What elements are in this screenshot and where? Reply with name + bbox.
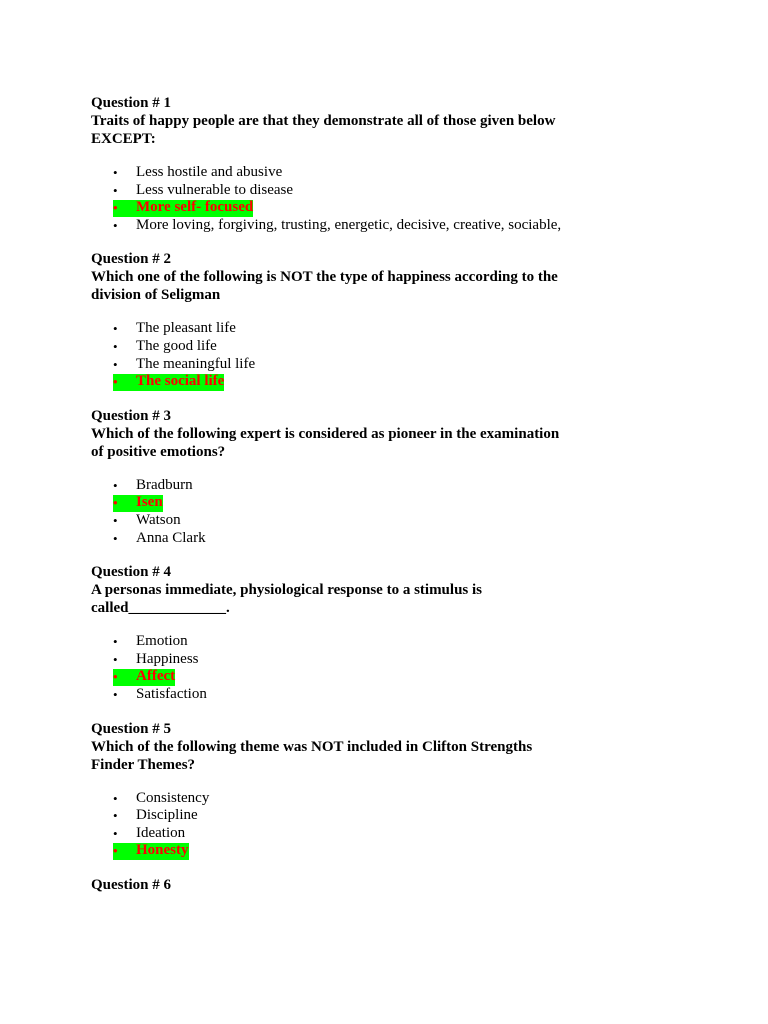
option [91,356,591,374]
question-title: Question # 5 [91,720,172,737]
option [91,790,591,808]
options-list [91,320,591,390]
option-label: Happiness [136,650,199,667]
bullet-icon: • [113,356,118,372]
option-label: Emotion [136,633,188,650]
option [91,651,591,669]
question-5 [91,720,591,860]
option [91,320,591,338]
bullet-icon: • [113,182,118,198]
bullet-icon: • [113,634,118,650]
question-text: Which one of the following is NOT the type of happiness according to the division of Seligman [91,269,558,304]
option-label: More self- focused [136,199,254,216]
question-text: Which of the following expert is considered as pioneer in the examination of positive emotions? [91,425,560,460]
option-label: Bradburn [136,476,193,493]
option-label: More loving, forgiving, trusting, energetic, decisive, creative, sociable, [136,216,562,233]
bullet-icon: • [113,165,118,180]
option-label: Isen [136,494,163,511]
correct-answer-option [91,199,253,217]
question-title: Question # 1 [91,95,172,111]
bullet-icon: • [113,530,118,546]
option [91,633,591,651]
bullet-icon: • [113,374,118,390]
document-page [91,94,591,910]
options-list [91,633,591,703]
option-label: The good life [136,337,217,354]
option-label: Ideation [136,824,186,841]
option-label: The meaningful life [136,355,256,372]
option [91,807,591,825]
option-label: Less vulnerable to disease [136,181,294,198]
bullet-icon: • [113,686,118,702]
option [91,338,591,356]
option [91,164,591,182]
option [91,477,591,495]
question-text: Which of the following theme was NOT included in Clifton Strengths Finder Themes? [91,738,533,773]
question-4 [91,563,591,703]
bullet-icon: • [113,669,118,685]
option [91,512,591,530]
option-label: Honesty [136,842,189,859]
bullet-icon: • [113,495,118,511]
bullet-icon: • [113,651,118,667]
option-label: Affect [136,668,176,685]
bullet-icon: • [113,825,118,841]
option [91,182,591,200]
option [91,530,591,548]
bullet-icon: • [113,477,118,493]
options-list [91,164,591,234]
question-3 [91,407,591,547]
question-title: Question # 4 [91,564,172,581]
question-title: Question # 2 [91,251,172,268]
option-label: Anna Clark [136,529,206,546]
option [91,217,591,235]
question-title: Question # 3 [91,407,172,424]
question-2 [91,250,591,390]
question-1 [91,94,591,234]
bullet-icon: • [113,200,118,216]
option-label: Less hostile and abusive [136,164,283,180]
question-text: Traits of happy people are that they demonstrate all of those given below EXCEPT: [91,113,556,147]
correct-answer-option [91,494,163,512]
option-label: Watson [136,511,181,528]
correct-answer-option [91,373,224,391]
question-title: Question # 6 [91,876,172,893]
question-text: A personas immediate, physiological response to a stimulus is called_____________. [91,582,483,617]
option-label: The social life [136,373,225,390]
option [91,825,591,843]
option-label: The pleasant life [136,320,236,337]
bullet-icon: • [113,843,118,859]
option [91,686,591,704]
correct-answer-option [91,842,189,860]
bullet-icon: • [113,338,118,354]
option-label: Consistency [136,789,210,806]
bullet-icon: • [113,321,118,337]
bullet-icon: • [113,808,118,824]
bullet-icon: • [113,790,118,806]
options-list [91,790,591,860]
option-label: Discipline [136,807,198,824]
correct-answer-option [91,668,175,686]
question-6 [91,876,591,894]
bullet-icon: • [113,217,118,233]
options-list [91,477,591,547]
option-label: Satisfaction [136,685,207,702]
bullet-icon: • [113,512,118,528]
